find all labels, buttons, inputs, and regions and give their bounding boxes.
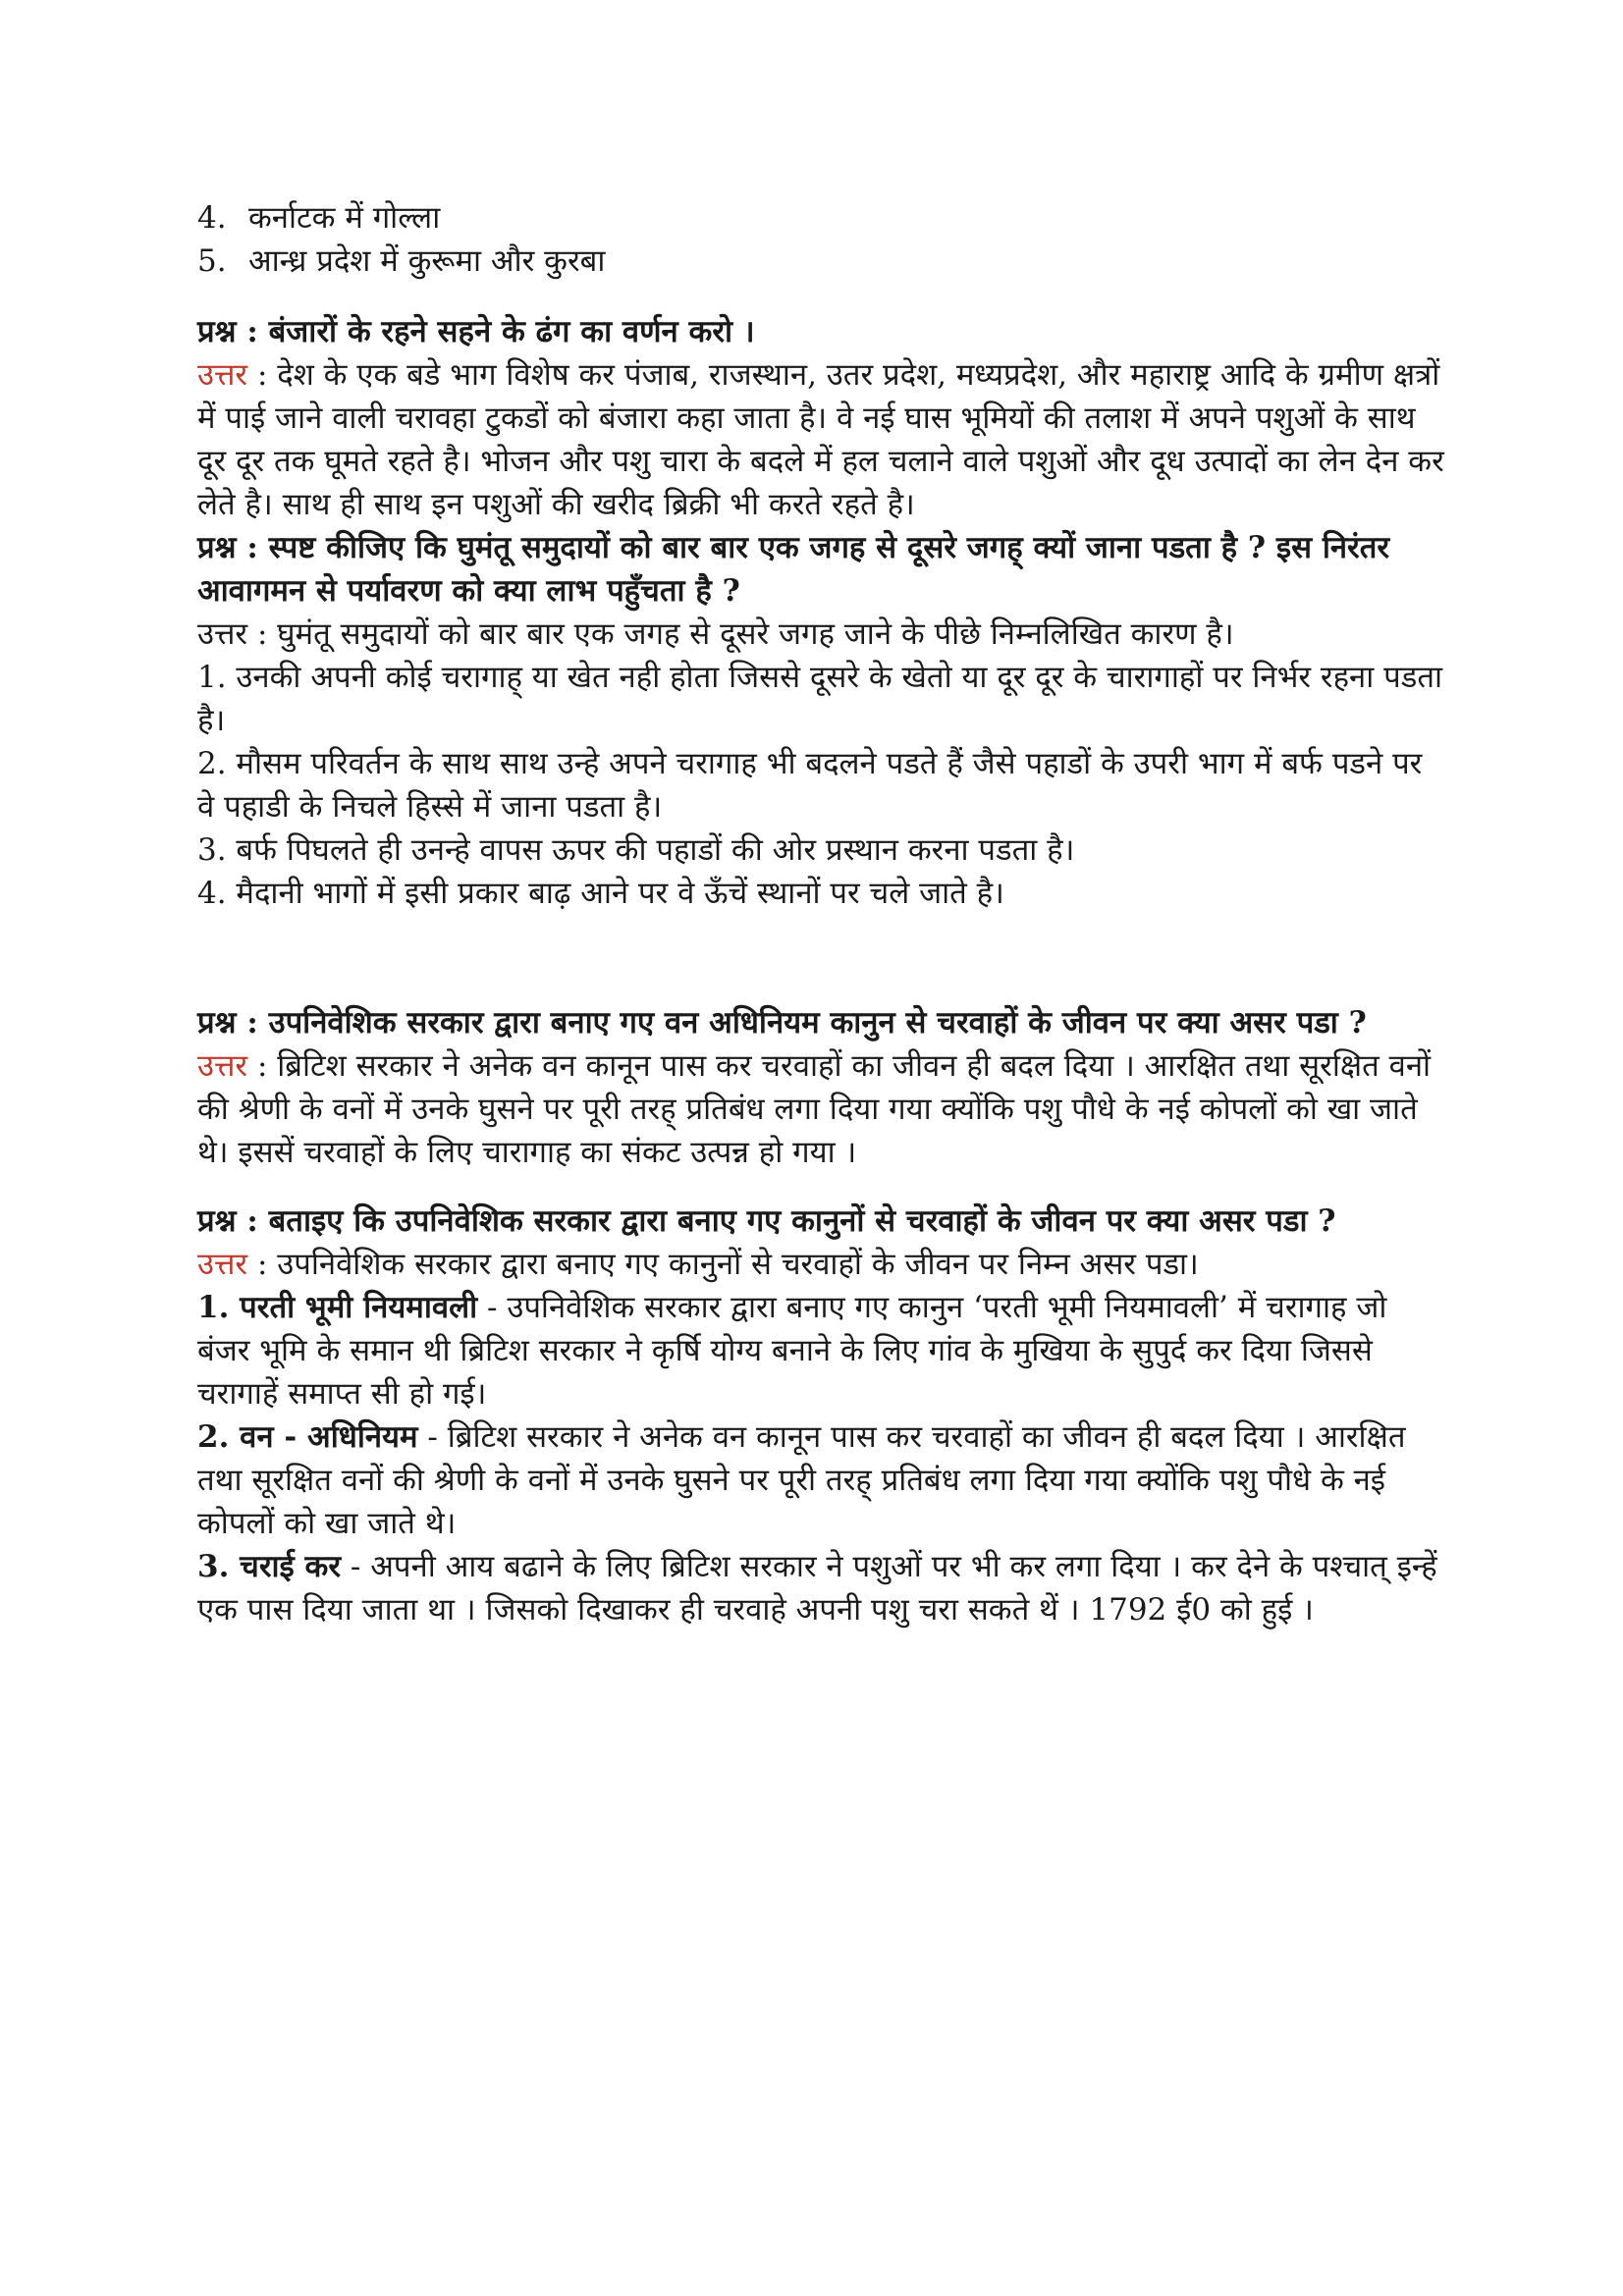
- list-item: [197, 240, 1444, 283]
- point-text: - अपनी आय बढाने के लिए ब्रिटिश सरकार ने पशुओं पर भी कर लगा दिया । कर देने के पश्चात् इन्हें एक पास दिया जाता था । जिसको दिखाकर ही चरवाहे अपनी पशु चरा सकते थें । 1792 ई0 को हुई ।: [197, 1549, 1437, 1628]
- point-term: 3. चराई कर: [197, 1549, 342, 1584]
- answer-2-point: 3. बर्फ पिघलते ही उनन्हे वापस ऊपर की पहाडों की ओर प्रस्थान करना पडता है।: [197, 832, 1075, 868]
- answer-3: [197, 1044, 1444, 1174]
- question-3: प्रश्न : उपनिवेशिक सरकार द्वारा बनाए गए वन अधिनियम कानुन से चरवाहों के जीवन पर क्या असर पडा ?: [197, 1005, 1367, 1041]
- list-text: कर्नाटक में गोल्ला: [248, 200, 441, 236]
- point-term: 1. परती भूमी नियमावली: [197, 1290, 478, 1325]
- answer-text: : उपनिवेशिक सरकार द्वारा बनाए गए कानुनों से चरवाहों के जीवन पर निम्न असर पडा।: [247, 1247, 1199, 1282]
- answer-4-point: [197, 1545, 1444, 1631]
- answer-label: उत्तर: [197, 1247, 248, 1282]
- answer-text: : ब्रिटिश सरकार ने अनेक वन कानून पास कर चरवाहों का जीवन ही बदल दिया । आरक्षित तथा सूरक्षित वनों की श्रेणी के वनों में उनके घुसने पर पूरी तरह् प्रतिबंध लगा दिया गया क्योंकि पशु पौधे के नई कोपलों को खा जाते थे। इससें चरवाहों के लिए चारागाह का संकट उत्पन्न हो गया ।: [197, 1048, 1432, 1170]
- answer-2-intro: उत्तर : घुमंतू समुदायों को बार बार एक जगह से दूसरे जगह जाने के पीछे निम्नलिखित कारण है।: [197, 616, 1234, 652]
- question-2: प्रश्न : स्पष्ट कीजिए कि घुमंतू समुदायों को बार बार एक जगह से दूसरे जगह् क्यों जाना पडता है ? इस निरंतर आवागमन से पर्यावरण को क्या लाभ पहुँचता है ?: [197, 530, 1390, 609]
- list-text: आन्ध्र प्रदेश में कुरूमा और कुरबा: [248, 243, 606, 279]
- point-text: - उपनिवेशिक सरकार द्वारा बनाए गए कानुन ‘परती भूमी नियमावली’ में चरागाह जो बंजर भूमि के समान थी ब्रिटिश सरकार ने कृर्षि योग्य बनाने के लिए गांव के मुखिया के सुपुर्द कर दिया जिससे चरागाहें समाप्त सी हो गई।: [197, 1290, 1387, 1412]
- answer-2-point: 4. मैदानी भागों में इसी प्रकार बाढ़ आने पर वे ऊँचें स्थानों पर चले जाते है।: [197, 876, 1004, 911]
- point-text: - ब्रिटिश सरकार ने अनेक वन कानून पास कर चरवाहों का जीवन ही बदल दिया । आरक्षित तथा सूरक्षित वनों की श्रेणी के वनों में उनके घुसने पर पूरी तरह् प्रतिबंध लगा दिया गया क्योंकि पशु पौधे के नई कोपलों को खा जाते थे।: [197, 1419, 1406, 1541]
- answer-4-point: [197, 1286, 1444, 1415]
- question-1: प्रश्न : बंजारों के रहने सहने के ढंग का वर्णन करो ।: [197, 314, 755, 349]
- answer-2-point: 2. मौसम परिवर्तन के साथ साथ उन्हे अपने चरागाह भी बदलने पडते हैं जैसे पहाडों के उपरी भाग में बर्फ पडने पर वे पहाडी के निचले हिस्से में जाना पडता है।: [197, 746, 1423, 825]
- question-4: प्रश्न : बताइए कि उपनिवेशिक सरकार द्वारा बनाए गए कानुनों से चरवाहों के जीवन पर क्या असर पडा ?: [197, 1203, 1336, 1239]
- list-number: 4.: [197, 200, 227, 236]
- answer-label: उत्तर: [197, 357, 248, 393]
- answer-4-point: [197, 1415, 1444, 1545]
- answer-1: [197, 353, 1444, 526]
- answer-text: : देश के एक बडे भाग विशेष कर पंजाब, राजस्थान, उतर प्रदेश, मध्यप्रदेश, और महाराष्ट्र आदि के ग्रमीण क्षत्रों में पाई जाने वाली चरावहा टुकडों को बंजारा कहा जाता है। वे नई घास भूमियों की तलाश में अपने पशुओं के साथ दूर दूर तक घूमते रहते है। भोजन और पशु चारा के बदले में हल चलाने वाले पशुओं और दूध उत्पादों का लेन देन कर लेते है। साथ ही साथ इन पशुओं की खरीद ब्रिक्री भी करते रहते है।: [197, 357, 1444, 522]
- answer-4: [197, 1243, 1444, 1286]
- list-item: [197, 196, 1444, 240]
- answer-2-point: 1. उनकी अपनी कोई चरागाह् या खेत नही होता जिससे दूसरे के खेतो या दूर दूर के चारागाहों पर निर्भर रहना पडता है।: [197, 660, 1443, 738]
- point-term: 2. वन - अधिनियम: [197, 1419, 418, 1455]
- list-number: 5.: [197, 243, 227, 279]
- answer-label: उत्तर: [197, 1048, 248, 1084]
- document-page: [197, 196, 1444, 1631]
